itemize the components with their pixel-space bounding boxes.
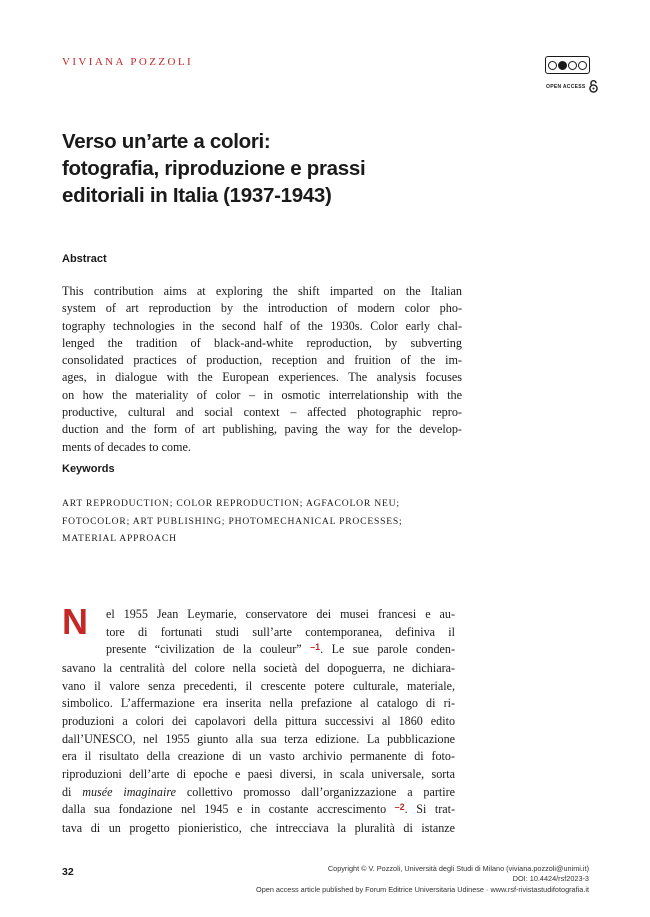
page-number: 32 [62,866,74,878]
title-line: fotografia, riproduzione e prassi [62,157,366,180]
body-line: savano la centralità del colore nella società del dopoguerra, ne dichiara- [62,660,455,675]
abstract-line: ments of decades to come. [62,439,191,454]
open-access-label: OPEN ACCESS [546,83,586,90]
body-line: simbolico. L’affermazione era inserita nella prefazione al catalogo di ri- [62,696,455,711]
article-title [62,128,482,209]
body-line [62,641,455,660]
cc-icon [548,61,557,70]
body-line: era il risultato della creazione di un vasto archivio permanente di foto- [62,749,455,764]
keywords-line: MATERIAL APPROACH [62,533,177,545]
body-line: tava di un progetto pionieristico, che intrecciava la pluralità di istanze [62,820,455,835]
body-line: vano il valore senza precedenti, il crescente potere culturale, materiale, [62,678,455,693]
body-line [62,784,455,802]
by-icon [558,61,567,70]
body-fragment: dalla sua fondazione nel 1945 e in costante accrescimento [62,802,395,817]
abstract-line: on how the materiality of color – in osmotic interrelationship with the [62,387,462,402]
keywords-body [62,495,462,548]
keywords-line: FOTOCOLOR; ART PUBLISHING; PHOTOMECHANICAL PROCESSES; [62,515,403,527]
body-fragment: . Le sue parole conden- [320,642,455,657]
abstract-line: ages, in dialogue with the European experiences. The analysis focuses [62,370,462,385]
open-access-lock-icon [589,80,598,93]
body-fragment: di [62,784,83,799]
abstract-line: productive, cultural and social context – affected photographic repro- [62,405,462,420]
body-line: dall’UNESCO, nel 1955 giunto alla sua terza edizione. La pubblicazione [62,731,455,746]
body-line: produzioni a colori dei capolavori della pittura successivi al 1860 edito [62,713,455,728]
abstract-line: system of art reproduction by the introduction of modern color pho- [62,301,462,316]
body-line: el 1955 Jean Leymarie, conservatore dei musei francesi e au- [106,607,455,621]
abstract-line: tography technologies in the second half of the 1930s. Color early chal- [62,318,462,333]
body-fragment: presente “civilization de la couleur” [106,642,311,657]
open-access-row [546,80,598,93]
cc-license-badge[interactable] [545,56,590,74]
copyright-line: Copyright © V. Pozzoli, Università degli Studi di Milano (viviana.pozzoli@unimi.it) [327,864,589,873]
abstract-line: consolidated practices of production, reception and fruition of the im- [62,353,462,368]
nd-icon [578,61,587,70]
title-line: Verso un’arte a colori: [62,130,271,153]
footnote-ref-1[interactable]: –1 [310,642,321,653]
publisher-line: Open access article published by Forum Editrice Universitaria Udinese · www.rsf-rivistastudifotografia.it [256,884,589,894]
nc-icon [568,61,577,70]
body-line [62,801,455,820]
author-name: VIVIANA POZZOLI [62,56,194,68]
keywords-heading: Keywords [62,463,115,475]
abstract-line: lenged the tradition of black-and-white reproduction, by subverting [62,335,462,350]
drop-cap: N [62,601,88,642]
body-line: tore di fortunati studi sull’arte contemporanea, definiva il [106,624,455,639]
doi-line[interactable]: DOI: 10.4424/rsf2023-3 [512,874,589,884]
footnote-ref-2[interactable]: –2 [394,802,405,813]
abstract-heading: Abstract [62,253,107,265]
body-fragment: collettivo promosso dall’organizzazione a partire [175,784,455,799]
copyright-notice [256,864,589,895]
title-line: editoriali in Italia (1937-1943) [62,184,332,207]
abstract-line: duction and the form of art publishing, paving the way for the develop- [62,422,462,437]
body-emphasis: musée imaginaire [82,784,176,799]
body-line: riproduzioni dell’arte di epoche e paesi diversi, in scala universale, sorta [62,766,455,781]
abstract-body [62,283,462,456]
abstract-line: This contribution aims at exploring the shift imparted on the Italian [62,284,462,298]
body-fragment: . Si trat- [404,802,455,817]
keywords-line: ART REPRODUCTION; COLOR REPRODUCTION; AGFACOLOR NEU; [62,498,400,509]
body-text [62,601,455,838]
